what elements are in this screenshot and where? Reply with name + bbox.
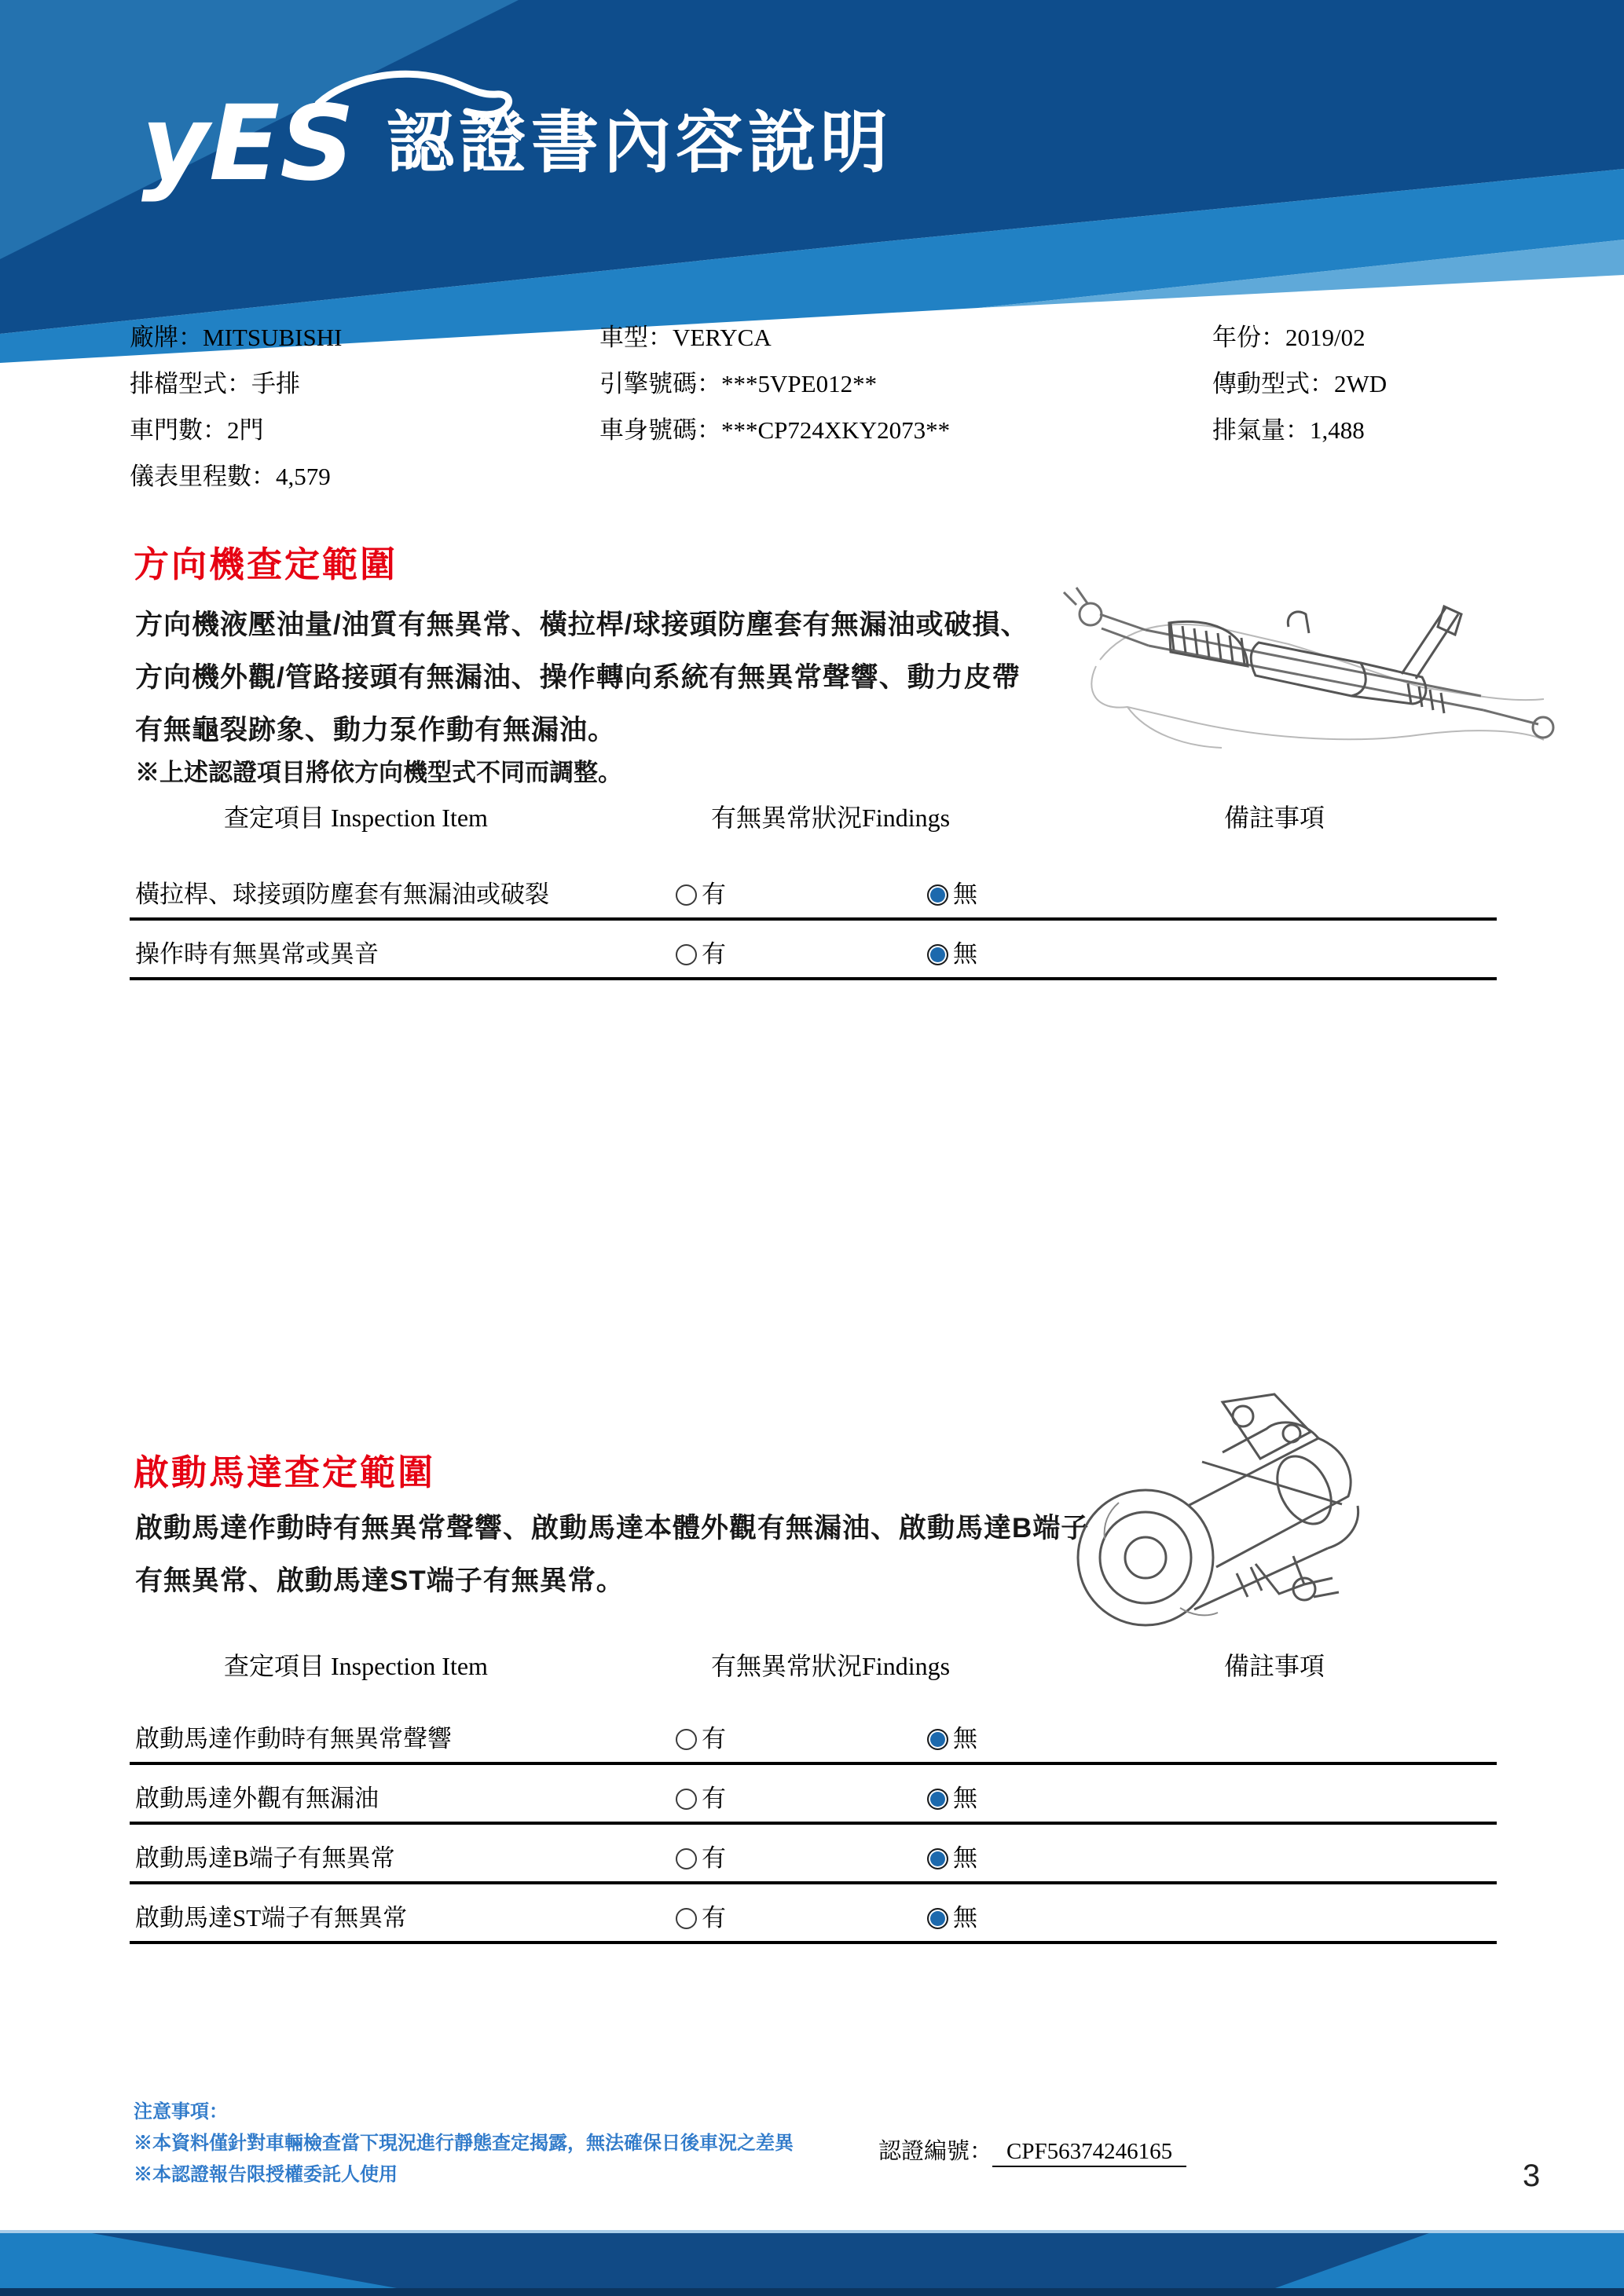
table2-divider-1 [130,1762,1497,1765]
table1-divider [130,917,1497,921]
table2-row2-item: 啟動馬達外觀有無漏油 [135,1785,379,1812]
vehicle-info-year: 年份：2019/02 [1212,324,1366,351]
section-starter-desc-line1: 啟動馬達作動時有無異常聲響、啟動馬達本體外觀有無漏油、啟動馬達B端子 [135,1513,1090,1543]
table2-row2-option-no [927,1778,977,1814]
table2-row1-option-no [927,1719,977,1754]
vehicle-info-vin: 車身號碼：***CP724XKY2073** [599,416,951,444]
option-yes-label: 有 [702,1904,726,1932]
table2-row3-option-yes [676,1838,726,1873]
option-no-label: 無 [953,1785,977,1812]
footer-bar [0,2230,1624,2296]
section-steering-desc-line1: 方向機液壓油量/油質有無異常、橫拉桿/球接頭防塵套有無漏油或破損、 [135,610,1029,640]
radio-unselected-icon [676,944,697,965]
table2-row1-item: 啟動馬達作動時有無異常聲響 [135,1725,452,1752]
vehicle-info-engine-no: 引擎號碼：***5VPE012** [599,370,878,397]
table2-row3-item: 啟動馬達B端子有無異常 [135,1844,395,1872]
option-no-label: 無 [953,1904,977,1932]
radio-unselected-icon [676,1848,697,1869]
radio-selected-icon [927,1908,948,1929]
radio-selected-icon [927,1729,948,1750]
certificate-number-row [878,2133,1186,2166]
table1-header-item: 查定項目 Inspection Item [224,804,488,832]
radio-selected-icon [927,884,948,906]
table2-row4-option-yes [676,1898,726,1933]
vehicle-info-gearbox: 排檔型式：手排 [130,370,300,397]
notice-line1: ※本資料僅針對車輛檢查當下現況進行靜態查定揭露，無法確保日後車況之差異 [134,2133,794,2154]
table1-bottom-border [130,977,1497,980]
steering-rack-illustration [1053,542,1556,762]
table2-row4-item: 啟動馬達ST端子有無異常 [135,1904,408,1932]
table1-row1-option-no [927,874,977,910]
radio-unselected-icon [676,1789,697,1810]
section-steering-title: 方向機查定範圍 [134,544,398,584]
radio-selected-icon [927,944,948,965]
table1-row2-option-yes [676,934,726,969]
option-yes-label: 有 [702,1844,726,1872]
page-number: 3 [1523,2159,1541,2193]
section-starter-title: 啟動馬達查定範圍 [134,1452,436,1492]
notice-title: 注意事項： [134,2101,228,2122]
section-steering-note: ※上述認證項目將依方向機型式不同而調整。 [135,759,622,786]
table1-row2-option-no [927,934,977,969]
certificate-number-value: CPF56374246165 [992,2139,1186,2167]
starter-motor-illustration [1069,1386,1399,1638]
table1-header-remarks: 備註事項 [1224,804,1325,832]
table2-divider-2 [130,1822,1497,1825]
option-no-label: 無 [953,1725,977,1752]
option-yes-label: 有 [702,881,726,908]
radio-selected-icon [927,1789,948,1810]
table2-row2-option-yes [676,1778,726,1814]
option-no-label: 無 [953,1844,977,1872]
table2-row4-option-no [927,1898,977,1933]
yes-logo-text: yES [141,83,355,204]
option-yes-label: 有 [702,1785,726,1812]
table1-row1-option-yes [676,874,726,910]
vehicle-info-drivetrain: 傳動型式：2WD [1212,370,1388,397]
vehicle-info-doors: 車門數：2門 [130,416,264,444]
section-starter-desc-line2: 有無異常、啟動馬達ST端子有無異常。 [135,1565,625,1596]
section-steering-desc-line2: 方向機外觀/管路接頭有無漏油、操作轉向系統有無異常聲響、動力皮帶 [135,662,1021,693]
option-yes-label: 有 [702,940,726,968]
radio-unselected-icon [676,1908,697,1929]
table1-row2-item: 操作時有無異常或異音 [135,940,379,968]
table2-header-findings: 有無異常狀況Findings [711,1652,951,1680]
page-title: 認證書內容說明 [387,105,893,181]
table2-row1-option-yes [676,1719,726,1754]
vehicle-info-brand: 廠牌：MITSUBISHI [130,324,343,351]
table2-bottom-border [130,1941,1497,1944]
radio-unselected-icon [676,884,697,906]
table2-row3-option-no [927,1838,977,1873]
option-no-label: 無 [953,940,977,968]
option-yes-label: 有 [702,1725,726,1752]
vehicle-info-odometer: 儀表里程數：4,579 [130,463,331,490]
vehicle-info-displacement: 排氣量：1,488 [1212,416,1365,444]
table1-row1-item: 橫拉桿、球接頭防塵套有無漏油或破裂 [135,881,549,908]
notice-line2: ※本認證報告限授權委託人使用 [134,2164,398,2185]
table2-divider-3 [130,1881,1497,1884]
section-steering-desc-line3: 有無龜裂跡象、動力泵作動有無漏油。 [135,715,617,745]
radio-selected-icon [927,1848,948,1869]
vehicle-info-model: 車型：VERYCA [599,324,772,351]
table1-header-findings: 有無異常狀況Findings [711,804,951,832]
certificate-number-label: 認證編號： [878,2139,993,2164]
table2-header-remarks: 備註事項 [1224,1652,1325,1680]
radio-unselected-icon [676,1729,697,1750]
table2-header-item: 查定項目 Inspection Item [224,1652,488,1680]
option-no-label: 無 [953,881,977,908]
